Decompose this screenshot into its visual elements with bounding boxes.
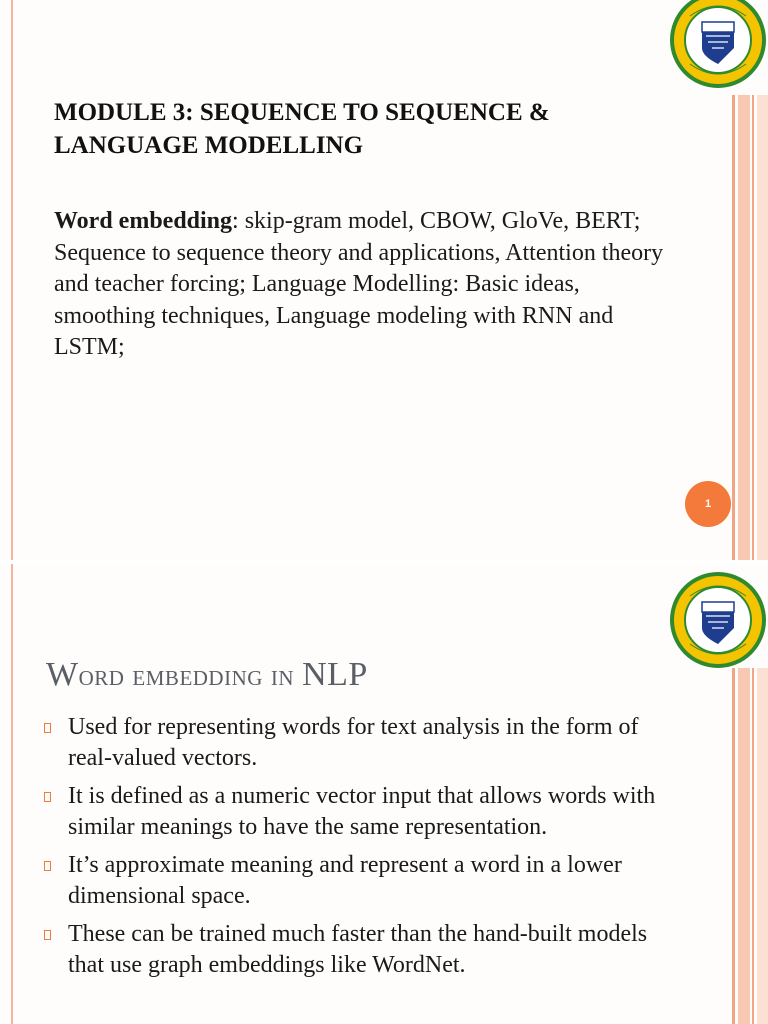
university-seal-logo (670, 572, 766, 668)
description-text: : skip-gram model, CBOW, GloVe, BERT; Sequence to sequence theory and applications, Attention theory and teacher forcing; Language Modelling: Basic ideas, smoothing techniques, Language modeling with RNN and LSTM; (54, 208, 664, 360)
bold-term: Word embedding (54, 208, 233, 234)
slide-title: MODULE 3: SEQUENCE TO SEQUENCE & LANGUAGE MODELLING (54, 99, 550, 159)
left-border-line (11, 564, 13, 1024)
bullet-icon (44, 861, 51, 871)
list-item: It’s approximate meaning and represent a word in a lower dimensional space. (44, 850, 664, 912)
slide-2 (0, 564, 768, 1024)
slide-title: Word embedding in NLP (46, 656, 368, 693)
bullet-list (44, 712, 664, 988)
list-item: It is defined as a numeric vector input that allows words with similar meanings to have the same representation. (44, 781, 664, 843)
bullet-icon (44, 792, 51, 802)
list-item: These can be trained much faster than the hand-built models that use graph embeddings like WordNet. (44, 919, 664, 981)
bullet-icon (44, 930, 51, 940)
university-seal-logo (670, 0, 766, 88)
module-description (54, 206, 674, 364)
list-item: Used for representing words for text analysis in the form of real-valued vectors. (44, 712, 664, 774)
decorative-stripes (732, 668, 768, 1024)
left-border-line (11, 0, 13, 560)
page-number-badge: 1 (685, 481, 731, 527)
bullet-icon (44, 723, 51, 733)
decorative-stripes (732, 95, 768, 560)
